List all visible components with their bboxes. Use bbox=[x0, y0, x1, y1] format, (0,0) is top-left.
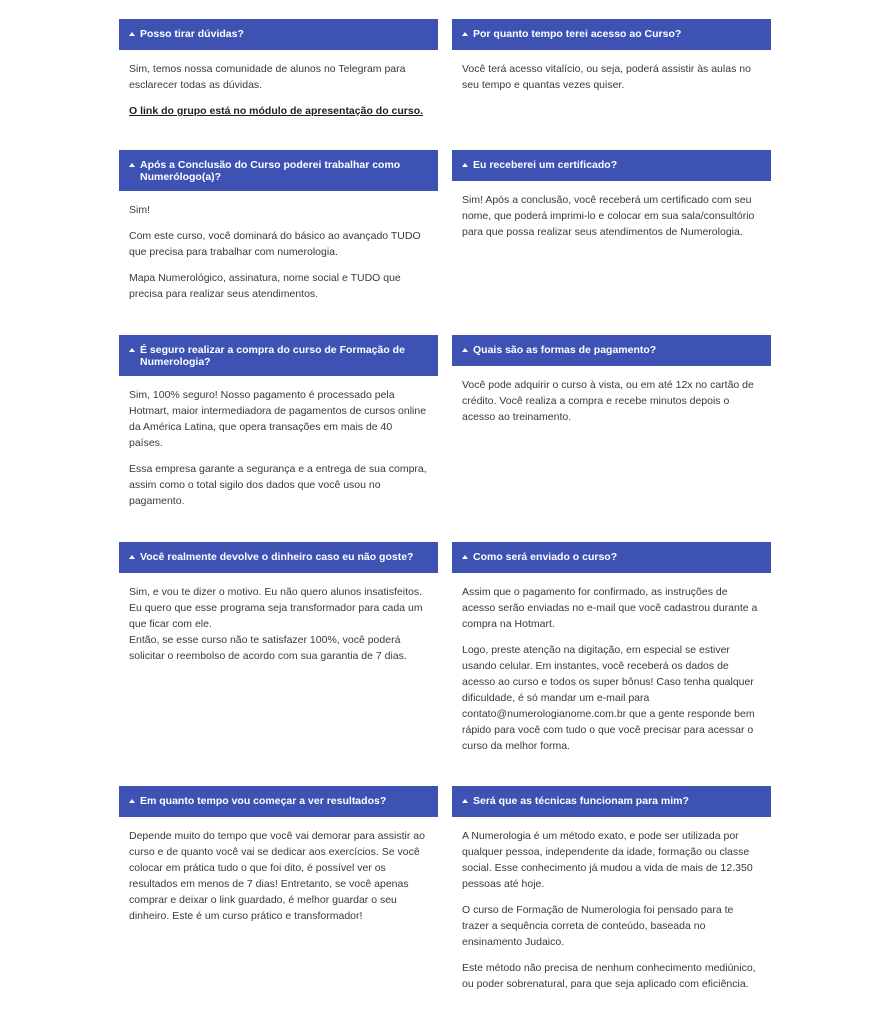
faq-toggle[interactable] bbox=[119, 150, 438, 191]
faq-item-envio bbox=[452, 542, 771, 764]
faq-item-numerologo bbox=[119, 150, 438, 312]
caret-up-icon bbox=[462, 32, 468, 36]
faq-item-duvidas bbox=[119, 19, 438, 129]
faq-answer-paragraph: Sim, e vou te dizer o motivo. Eu não quero alunos insatisfeitos. Eu quero que esse programa seja transformador para cada um que ficar com ele. bbox=[129, 586, 423, 630]
caret-up-icon bbox=[462, 555, 468, 559]
faq-answer-paragraph: Você terá acesso vitalício, ou seja, poderá assistir às aulas no seu tempo e quantas vezes quiser. bbox=[462, 63, 751, 91]
faq-answer-paragraph: Sim! bbox=[129, 204, 150, 216]
faq-answer-paragraph: Então, se esse curso não te satisfazer 100%, você poderá solicitar o reembolso de acordo com sua garantia de 7 dias. bbox=[129, 634, 407, 662]
faq-answer-paragraph: Assim que o pagamento for confirmado, as instruções de acesso serão enviadas no e-mail que você cadastrou durante a compra na Hotmart. bbox=[462, 586, 758, 630]
faq-toggle[interactable] bbox=[452, 786, 771, 817]
faq-item-certificado bbox=[452, 150, 771, 250]
faq-question: Quais são as formas de pagamento? bbox=[473, 344, 657, 356]
faq-answer bbox=[452, 573, 771, 754]
faq-item-pagamento bbox=[452, 335, 771, 435]
telegram-group-link[interactable]: O link do grupo está no módulo de apresentação do curso. bbox=[129, 105, 424, 117]
faq-answer-paragraph: Depende muito do tempo que você vai demorar para assistir ao curso e de quanto você vai se dedicar aos exercícios. Se você colocar em prática tudo o que foi dito, é possível ver os resultados em menos de 7 dias! Entretanto, se você apenas comprar e deixar o link guardado, é melhor guardar o seu dinheiro. Este é um curso prático e transformador! bbox=[129, 830, 425, 922]
faq-answer bbox=[452, 366, 771, 425]
faq-question: Eu receberei um certificado? bbox=[473, 159, 618, 171]
faq-toggle[interactable] bbox=[119, 542, 438, 573]
faq-item-seguranca bbox=[119, 335, 438, 519]
faq-question: Você realmente devolve o dinheiro caso eu não goste? bbox=[140, 551, 414, 563]
faq-question: Após a Conclusão do Curso poderei trabalhar como Numerólogo(a)? bbox=[140, 159, 401, 183]
faq-toggle[interactable] bbox=[452, 335, 771, 366]
caret-up-icon bbox=[129, 163, 135, 167]
faq-answer bbox=[119, 376, 438, 509]
faq-toggle[interactable] bbox=[119, 786, 438, 817]
faq-answer bbox=[119, 50, 438, 119]
faq-question: Em quanto tempo vou começar a ver resultados? bbox=[140, 795, 387, 807]
faq-question: É seguro realizar a compra do curso de Formação de Numerologia? bbox=[140, 344, 405, 368]
faq-toggle[interactable] bbox=[452, 19, 771, 50]
faq-answer-paragraph: Sim! Após a conclusão, você receberá um certificado com seu nome, que poderá imprimi-lo e colocar em sua sala/consultório para que possa realizar seus atendimentos de Numerologia. bbox=[462, 194, 755, 238]
faq-question: Será que as técnicas funcionam para mim? bbox=[473, 795, 689, 807]
faq-answer-paragraph: Com este curso, você dominará do básico ao avançado TUDO que precisa para trabalhar com numerologia. bbox=[129, 230, 421, 258]
faq-question: Posso tirar dúvidas? bbox=[140, 28, 244, 40]
caret-up-icon bbox=[129, 555, 135, 559]
faq-answer bbox=[452, 181, 771, 240]
caret-up-icon bbox=[129, 32, 135, 36]
faq-question: Por quanto tempo terei acesso ao Curso? bbox=[473, 28, 682, 40]
faq-answer bbox=[119, 817, 438, 924]
caret-up-icon bbox=[462, 163, 468, 167]
faq-answer bbox=[119, 191, 438, 302]
faq-answer-paragraph: Sim, 100% seguro! Nosso pagamento é processado pela Hotmart, maior intermediadora de pagamentos de cursos online da América Latina, que opera transações em mais de 40 países. bbox=[129, 389, 427, 449]
caret-up-icon bbox=[462, 348, 468, 352]
faq-toggle[interactable] bbox=[119, 335, 438, 376]
faq-toggle[interactable] bbox=[452, 150, 771, 181]
faq-toggle[interactable] bbox=[119, 19, 438, 50]
faq-item-acesso bbox=[452, 19, 771, 103]
faq-toggle[interactable] bbox=[452, 542, 771, 573]
faq-answer-paragraph: A Numerologia é um método exato, e pode ser utilizada por qualquer pessoa, independente da idade, formação ou classe social. Esse conhecimento já mudou a vida de mais de 12.350 pessoas até hoje. bbox=[462, 830, 753, 890]
caret-up-icon bbox=[129, 799, 135, 803]
faq-answer bbox=[452, 817, 771, 992]
faq-item-reembolso bbox=[119, 542, 438, 674]
faq-item-resultados bbox=[119, 786, 438, 934]
faq-answer-paragraph: Sim, temos nossa comunidade de alunos no Telegram para esclarecer todas as dúvidas. bbox=[129, 63, 406, 91]
faq-answer-paragraph: Mapa Numerológico, assinatura, nome social e TUDO que precisa para realizar seus atendimentos. bbox=[129, 272, 401, 300]
faq-answer bbox=[452, 50, 771, 93]
faq-answer-paragraph: Logo, preste atenção na digitação, em especial se estiver usando celular. Em instantes, você receberá os dados de acesso ao curso e todos os super bônus! Caso tenha qualquer dificuldade, é só mandar um e-mail para contato@numerologianome.com.br que a gente responde bem rápido para você com tudo o que você precisar para acessar o curso da melhor forma. bbox=[462, 644, 755, 752]
faq-answer-paragraph: O curso de Formação de Numerologia foi pensado para te trazer a sequência correta de conteúdo, baseada no ensinamento Judaico. bbox=[462, 904, 734, 948]
faq-answer-paragraph: Este método não precisa de nenhum conhecimento mediúnico, ou poder sobrenatural, para que seja aplicado com eficiência. bbox=[462, 962, 756, 990]
faq-item-tecnicas bbox=[452, 786, 771, 1002]
faq-question: Como será enviado o curso? bbox=[473, 551, 618, 563]
faq-answer-paragraph: Essa empresa garante a segurança e a entrega de sua compra, assim como o total sigilo dos dados que você usou no pagamento. bbox=[129, 463, 427, 507]
caret-up-icon bbox=[129, 348, 135, 352]
faq-answer-paragraph: Você pode adquirir o curso à vista, ou em até 12x no cartão de crédito. Você realiza a compra e recebe minutos depois o acesso ao treinamento. bbox=[462, 379, 754, 423]
caret-up-icon bbox=[462, 799, 468, 803]
faq-answer bbox=[119, 573, 438, 664]
